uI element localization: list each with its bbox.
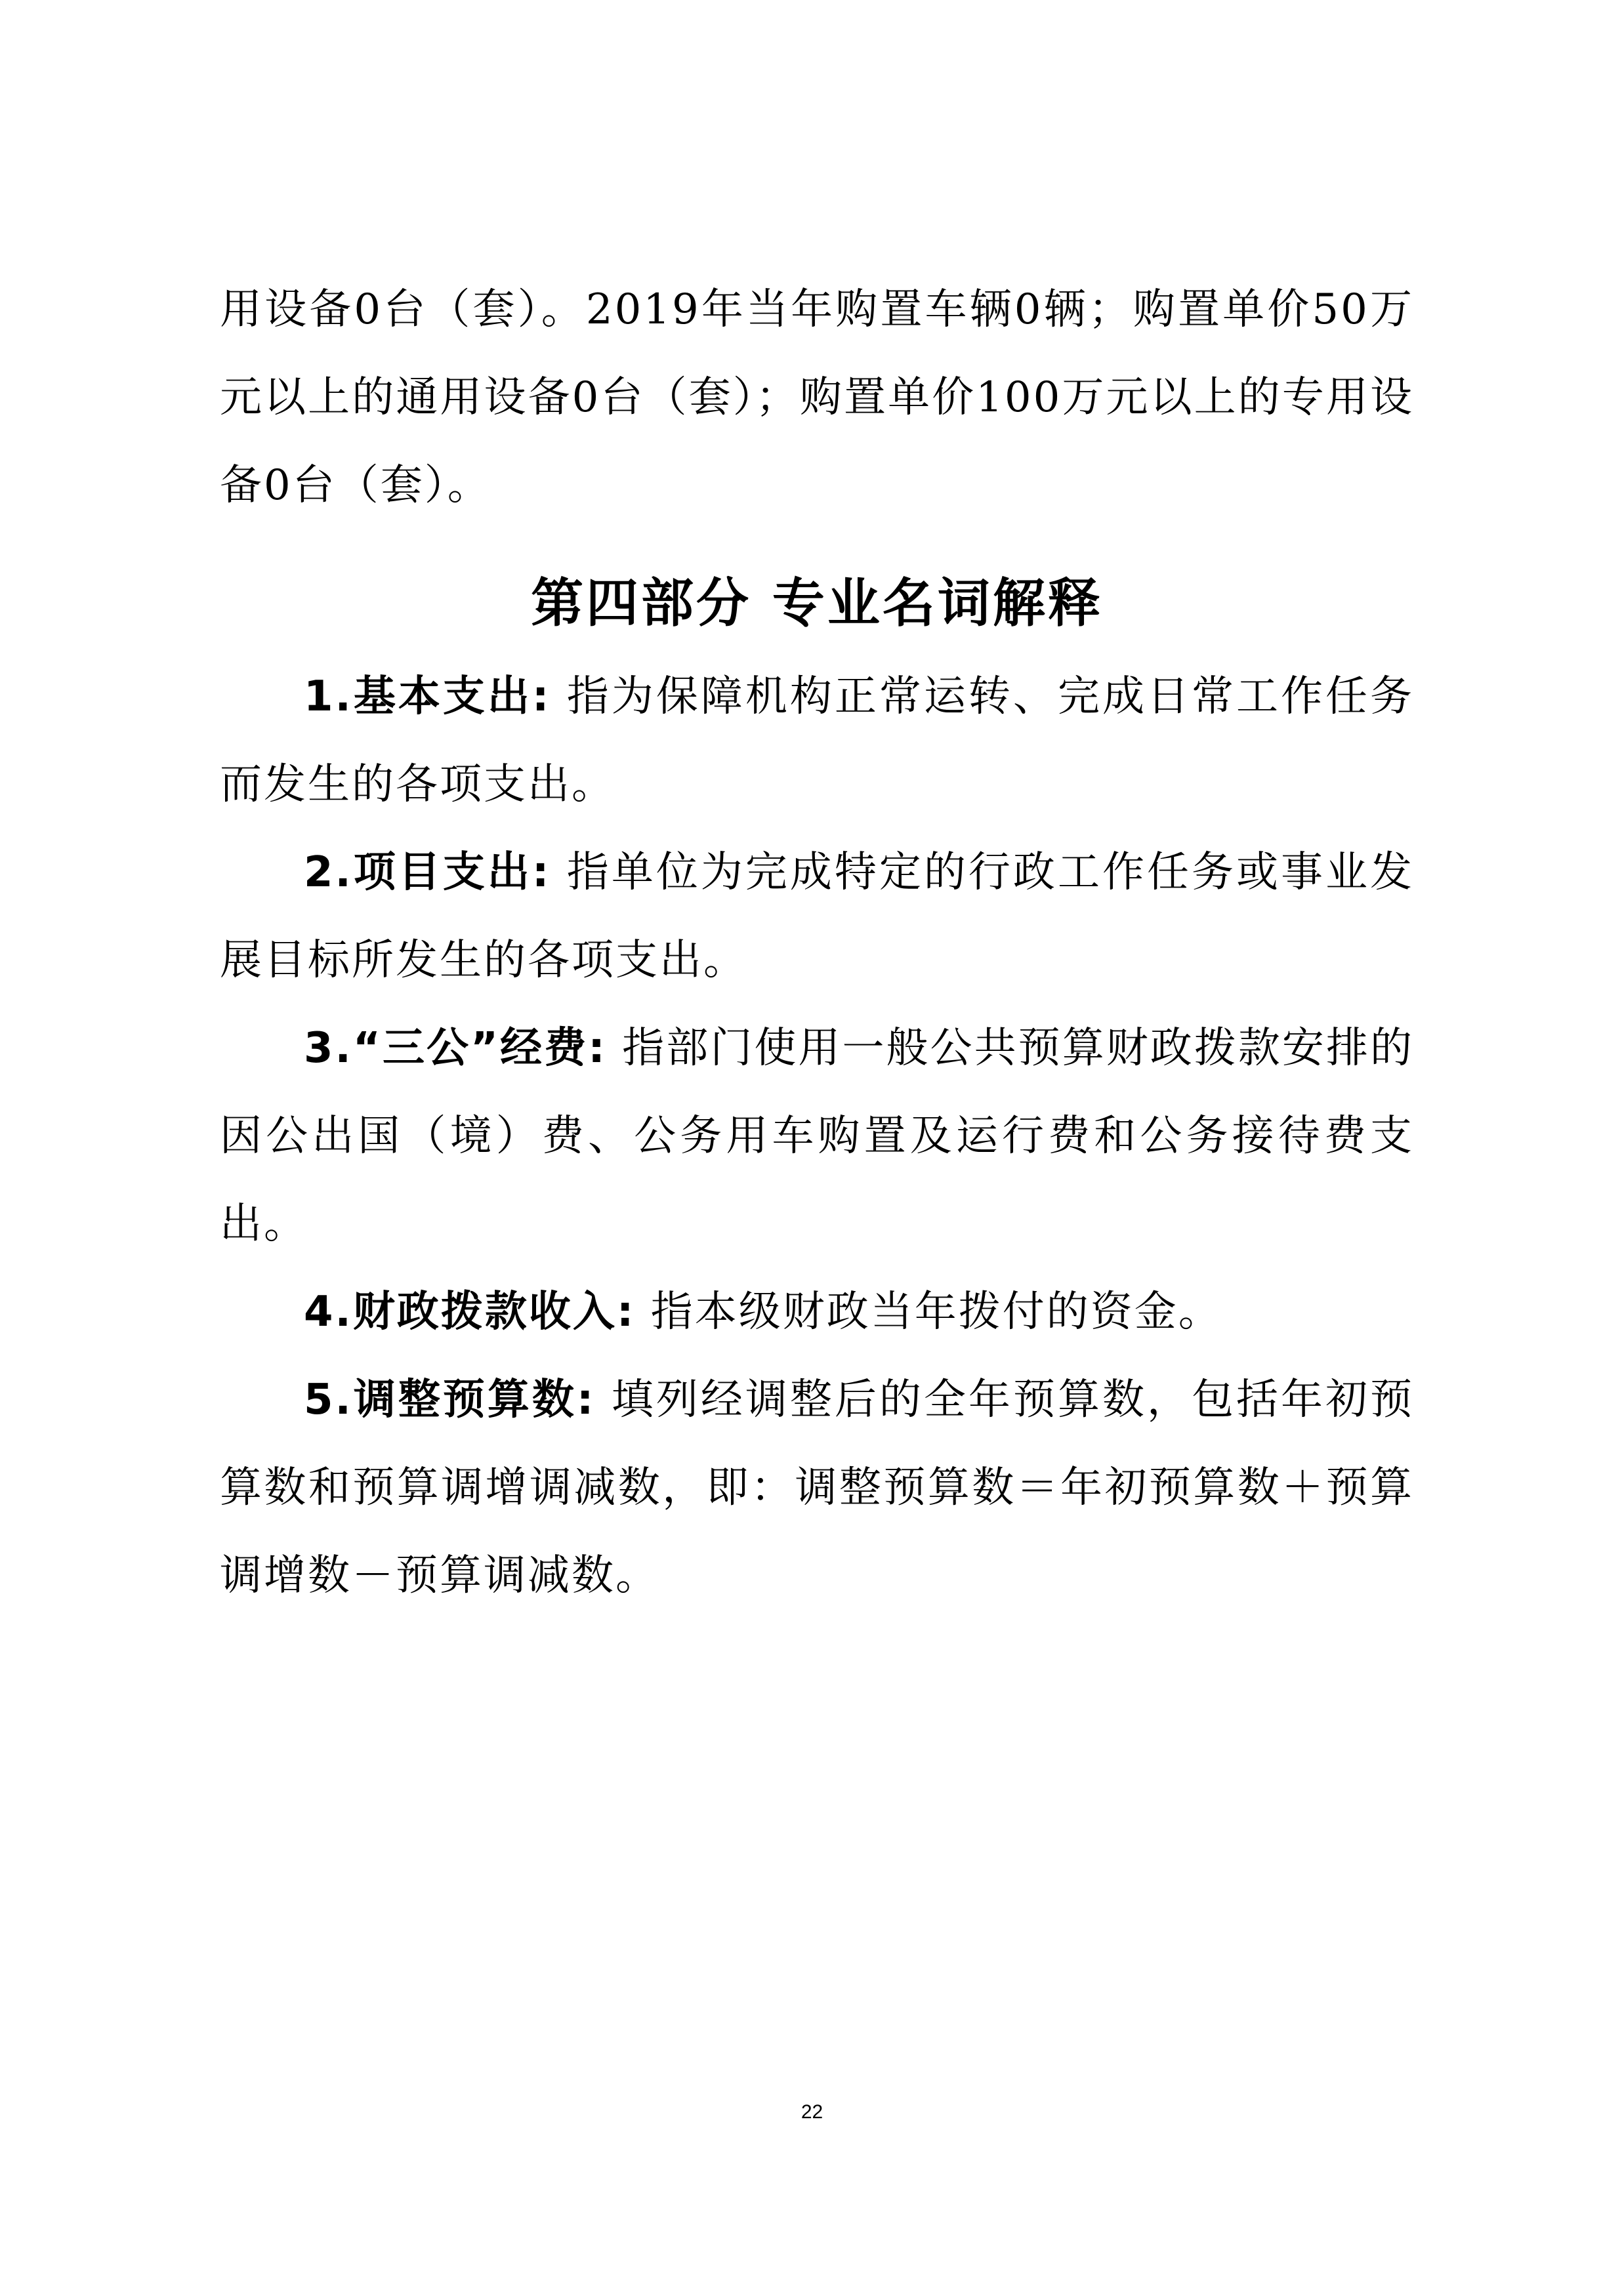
page-number: 22 bbox=[801, 2101, 823, 2123]
definition-separator: : bbox=[588, 1024, 607, 1073]
definition-number: 1. bbox=[304, 672, 353, 721]
definition-number: 5. bbox=[304, 1376, 353, 1424]
definition-term: 财政拨款收入 bbox=[352, 1288, 617, 1336]
definition-text: 填列经调整后的全年预算数，包括年初预算数和预算调增调减数，即：调整预算数＝年初预算数＋预算调增数－预算调减数。 bbox=[220, 1376, 1415, 1600]
definition-item bbox=[220, 1004, 1414, 1268]
definition-number: 3. bbox=[304, 1024, 353, 1073]
definition-term: 调整预算数 bbox=[352, 1376, 577, 1424]
definition-term: 项目支出 bbox=[352, 848, 532, 897]
definition-item bbox=[220, 1268, 1414, 1356]
definition-separator: : bbox=[616, 1288, 636, 1336]
definition-text: 指单位为完成特定的行政工作任务或事业发展目标所发生的各项支出。 bbox=[220, 848, 1415, 985]
definition-text: 指本级财政当年拨付的资金。 bbox=[650, 1288, 1222, 1336]
intro-paragraph: 用设备0台（套）。2019年当年购置车辆0辆；购置单价50万元以上的通用设备0台（套）；购置单价100万元以上的专用设备0台（套）。 bbox=[220, 285, 1414, 510]
definition-separator: : bbox=[576, 1376, 596, 1424]
definition-separator: : bbox=[531, 848, 551, 897]
document-body bbox=[220, 266, 1414, 1620]
definition-item bbox=[220, 653, 1414, 829]
definition-item bbox=[220, 1356, 1414, 1620]
definition-term: 基本支出 bbox=[352, 672, 532, 721]
section-title: 第四部分 专业名词解释 bbox=[531, 573, 1103, 634]
definition-separator: : bbox=[531, 672, 551, 721]
definition-term: “三公”经费 bbox=[352, 1024, 589, 1073]
definition-number: 2. bbox=[304, 848, 353, 897]
definition-number: 4. bbox=[304, 1288, 353, 1336]
definition-text: 指为保障机构正常运转、完成日常工作任务而发生的各项支出。 bbox=[220, 672, 1415, 809]
definition-text: 指部门使用一般公共预算财政拨款安排的因公出国（境）费、公务用车购置及运行费和公务接待费支出。 bbox=[220, 1024, 1415, 1248]
definition-item bbox=[220, 829, 1414, 1004]
